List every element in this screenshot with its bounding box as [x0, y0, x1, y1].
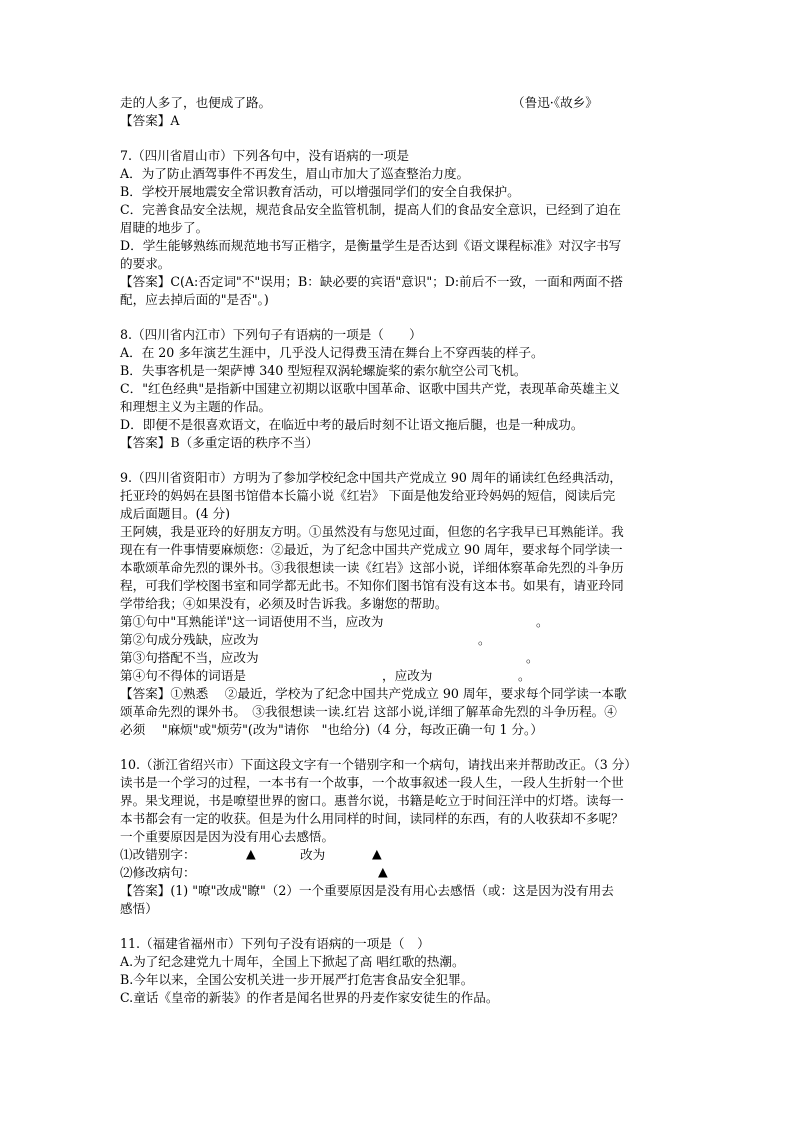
q7-option-c: C．完善食品安全法规，规范食品安全监管机制，提高人们的食品安全意识，已经到了迫在 — [120, 202, 621, 217]
question-8 — [120, 326, 680, 452]
q7-answer-cont: 配，应去掉后面的"是否"。) — [120, 292, 269, 307]
spacer — [120, 739, 680, 756]
q9-sub-question-2 — [120, 631, 680, 649]
q9-message-line: 现在有一件事情要麻烦您：②最近，为了纪念中国共产党成立 90 周年，要求每个同学读一 — [120, 542, 623, 557]
q9-sub1-text: 第①句中"耳熟能详"这一词语使用不当，应改为 — [120, 614, 384, 629]
q7-option-d-cont: 的要求。 — [120, 256, 171, 271]
spacer — [120, 130, 680, 147]
q10-passage-line: 界。果戈理说，书是嘹望世界的窗口。惠普尔说，书籍是屹立于时间汪洋中的灯塔。读每一 — [120, 793, 624, 808]
spacer — [120, 452, 680, 469]
spacer — [120, 918, 680, 935]
intro-source: （鲁迅·《故乡》 — [512, 95, 598, 110]
intro-line — [120, 94, 680, 112]
q9-stem: 9.（四川省资阳市）方明为了参加学校纪念中国共产党成立 90 周年的诵读红色经典活动， — [120, 470, 623, 485]
q9-answer-end: 必须 "麻烦"或"烦劳"(改为"请你 "也给分)（4 分，每改正确一句 1 分。） — [120, 722, 543, 737]
q9-message-line: 本歌颂革命先烈的课外书。③我很想读一读《红岩》这部小说，详细体察革命先烈的斗争历 — [120, 560, 624, 575]
q9-answer: 【答案】①熟悉 ②最近，学校为了纪念中国共产党成立 90 周年，要求每个同学读一本歌 — [120, 686, 627, 701]
q8-option-a: A．在 20 多年演艺生涯中，几乎没人记得费玉清在舞台上不穿西装的样子。 — [120, 345, 544, 360]
q9-sub4-text: 第④句不得体的词语是 — [120, 668, 246, 683]
q10-fill2-label: ⑵修改病句： — [120, 865, 196, 880]
q8-option-c-cont: 和理想主义为主题的作品。 — [120, 399, 272, 414]
q9-sub3-text: 第③句搭配不当，应改为 — [120, 650, 259, 665]
q10-fill1-mid: 改为 — [300, 847, 326, 862]
q8-answer: 【答案】B（多重定语的秩序不当） — [120, 435, 319, 450]
q9-message-line: 程，可我们学校图书室和同学都无此书。不知你们图书馆有没有这本书。如果有，请亚玲同 — [120, 578, 624, 593]
q10-answer-cont: 感悟） — [120, 901, 158, 916]
q9-message-line: 学带给我；④如果没有，必须及时告诉我。多谢您的帮助。 — [120, 596, 448, 611]
q9-sub2-text: 第②句成分残缺，应改为 — [120, 632, 259, 647]
q9-sub1-end: 。 — [536, 614, 549, 629]
q9-sub-question-4 — [120, 667, 680, 685]
q10-fill-2 — [120, 864, 680, 882]
q10-passage-line: 读书是一个学习的过程，一本书有一个故事，一个故事叙述一段人生，一段人生折射一个世 — [120, 775, 624, 790]
q10-stem: 10.（浙江省绍兴市）下面这段文字有一个错别字和一个病句，请找出来并帮助改正。（3 分） — [120, 757, 637, 772]
q9-stem-end: 成后面题目。(4 分) — [120, 506, 230, 521]
q10-answer: 【答案】(1) "嘹"改成"瞭"（2）一个重要原因是没有用心去感悟（或：这是因为没有用去 — [120, 883, 614, 898]
triangle-icon: ▲ — [246, 846, 256, 861]
question-10 — [120, 756, 680, 918]
q9-sub-question-1 — [120, 613, 680, 631]
q9-stem-cont: 托亚玲的妈妈在县图书馆借本长篇小说《红岩》 下面是他发给亚玲妈妈的短信，阅读后完 — [120, 488, 616, 503]
q9-sub-question-3 — [120, 649, 680, 667]
q9-answer-cont: 颂革命先烈的课外书。 ③我很想读一读.红岩 这部小说,详细了解革命先烈的斗争历程。④ — [120, 704, 617, 719]
intro-answer: 【答案】A — [120, 113, 180, 128]
q8-option-b: B．失事客机是一架萨博 340 型短程双涡轮螺旋桨的索尔航空公司飞机。 — [120, 363, 527, 378]
q9-sub3-end: 。 — [526, 650, 539, 665]
q7-option-a: A．为了防止酒驾事件不再发生，眉山市加大了巡查整治力度。 — [120, 166, 470, 181]
q8-option-c: C．"红色经典"是指新中国建立初期以讴歌中国革命、讴歌中国共产党，表现革命英雄主义 — [120, 381, 620, 396]
question-7 — [120, 147, 680, 309]
q7-option-c-cont: 眉睫的地步了。 — [120, 220, 209, 235]
q7-stem: 7.（四川省眉山市）下列各句中，没有语病的一项是 — [120, 148, 410, 163]
q8-option-d: D．即便不是很喜欢语文，在临近中考的最后时刻不让语文拖后腿，也是一种成功。 — [120, 417, 584, 432]
q11-option-c: C.童话《皇帝的新装》的作者是闻名世界的丹麦作家安徒生的作品。 — [120, 990, 499, 1005]
q9-sub4-mid: ，应改为 — [382, 668, 433, 683]
intro-text: 走的人多了，也便成了路。 — [120, 95, 272, 110]
q11-option-a: A.为了纪念建党九十周年，全国上下掀起了高 唱红歌的热潮。 — [120, 954, 465, 969]
q9-sub4-end: 。 — [518, 668, 531, 683]
triangle-icon: ▲ — [378, 864, 388, 879]
q10-fill1-label: ⑴改错别字： — [120, 847, 196, 862]
question-9 — [120, 469, 680, 739]
q9-message-line: 王阿姨，我是亚玲的好朋友方明。①虽然没有与您见过面，但您的名字我早已耳熟能详。我 — [120, 524, 624, 539]
document-body — [120, 94, 680, 1007]
spacer — [120, 309, 680, 326]
q7-option-d: D．学生能够熟练而规范地书写正楷字，是衡量学生是否达到《语文课程标准》对汉字书写 — [120, 238, 622, 253]
question-11 — [120, 935, 680, 1007]
q8-stem: 8.（四川省内江市）下列句子有语病的一项是（ ） — [120, 327, 422, 342]
q9-sub2-end: 。 — [478, 632, 491, 647]
q11-stem: 11.（福建省福州市）下列句子没有语病的一项是（ ） — [120, 936, 430, 951]
q7-option-b: B．学校开展地震安全常识教育活动，可以增强同学们的安全自我保护。 — [120, 184, 520, 199]
q10-passage-line: 本书都会有一定的收获。但是为什么用同样的时间，读同样的东西，有的人收获却不多呢？ — [120, 811, 624, 826]
triangle-icon: ▲ — [372, 846, 382, 861]
q10-passage-line: 一个重要原因是因为没有用心去感悟。 — [120, 829, 335, 844]
q10-fill-1 — [120, 846, 680, 864]
q11-option-b: B.今年以来，全国公安机关进一步开展严打危害食品安全犯罪。 — [120, 972, 474, 987]
q7-answer: 【答案】C(A:否定词"不"误用；B：缺必要的宾语"意识"；D:前后不一致，一面和两面不搭 — [120, 274, 623, 289]
